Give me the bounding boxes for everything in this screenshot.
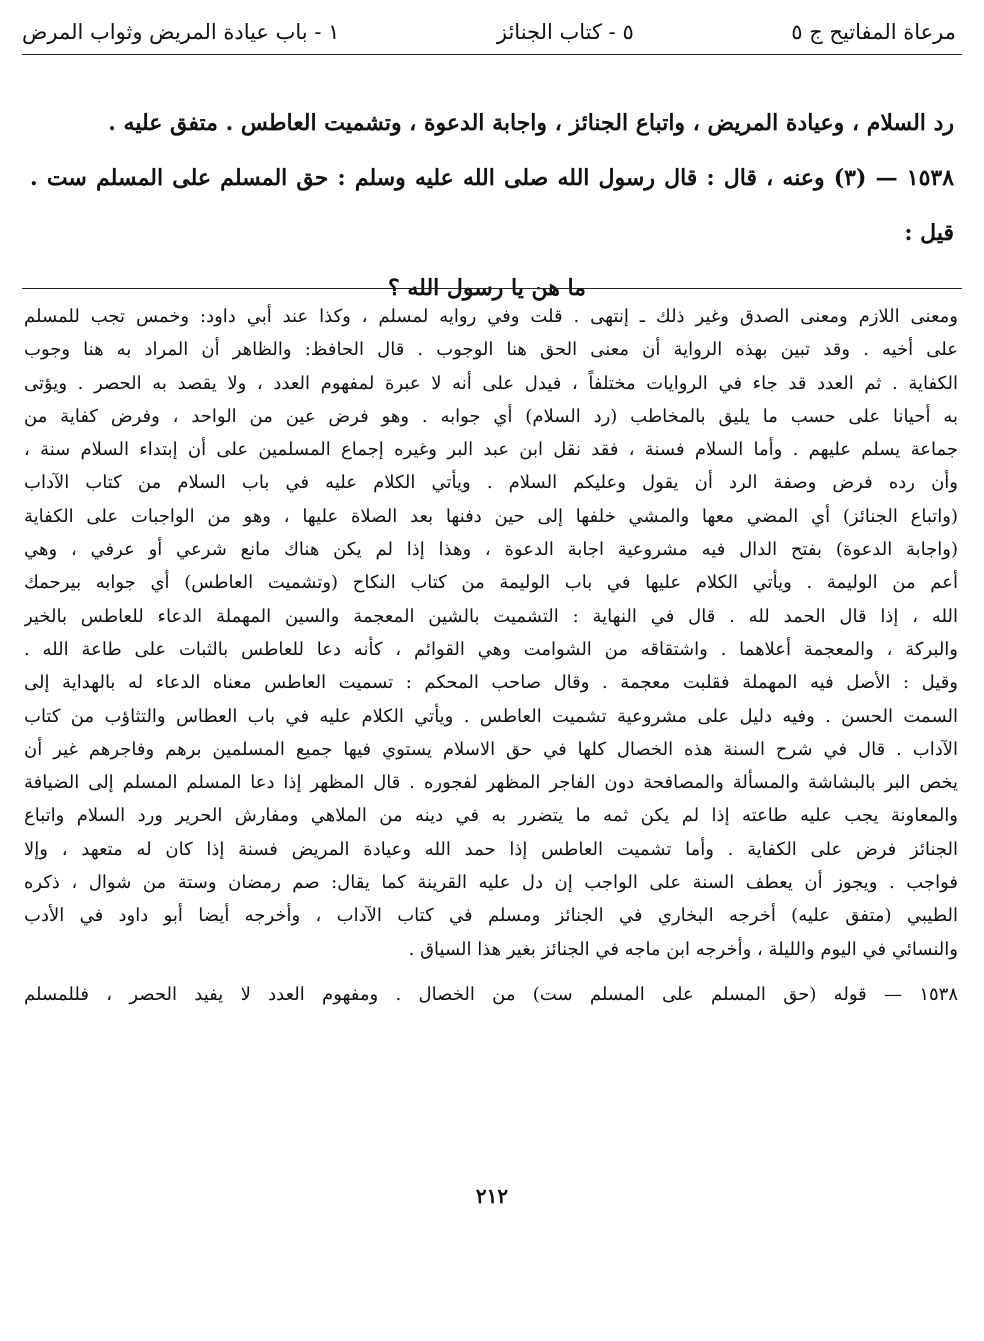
- commentary-line: الآداب . قال في شرح السنة هذه الخصال كلها في حق الاسلام يستوي فيها جميع المسلمين برهم وفاجرهم غير أن: [24, 738, 958, 760]
- commentary-line: أعم من الوليمة . ويأتي الكلام عليها في باب الوليمة من كتاب النكاح (وتشميت العاطس) أي جوابه بيرحمك: [24, 572, 958, 594]
- commentary-line: (واجابة الدعوة) بفتح الدال فيه مشروعية اجابة الدعوة ، وهذا إذا لم يكن هناك مانع شرعي أو عرفي ، وهي: [24, 539, 958, 561]
- commentary-line: فواجب . ويجوز أن يعطف السنة على الواجب إن دل عليه القرينة كما يقال: صم رمضان وستة من شوال ، ذكره: [24, 872, 958, 894]
- commentary-line: والمعاونة يجب عليه طاعته إذا لم يكن ثمه ما يتضرر به في دينه من الملاهي ومفارش الحرير ورد السلام واتباع: [24, 805, 958, 827]
- hadith-line-3: ما هن يا رسول الله ؟: [388, 275, 586, 301]
- book-title: مرعاة المفاتيح ج ٥: [791, 20, 956, 44]
- commentary-text: [24, 300, 958, 1012]
- paragraph-gap: [24, 966, 958, 978]
- commentary-line: وقيل : الأصل فيه المهملة فقلبت معجمة . وقال صاحب المحكم : تسميت العاطس معناه الدعاء له بالهداية إلى: [24, 672, 958, 694]
- commentary-line: وأن رده فرض وصفة الرد أن يقول وعليكم السلام . ويأتي الكلام عليه في باب السلام من كتاب الآداب: [24, 472, 958, 494]
- hadith-text: [30, 96, 954, 316]
- section-divider: [22, 288, 962, 289]
- commentary-line: ومعنى اللازم ومعنى الصدق وغير ذلك ـ إنتهى . قلت وفي روايه لمسلم ، وكذا عند أبي داود: وخمس تجب للمسلم: [24, 306, 958, 327]
- section-title: ١ - باب عيادة المريض وثواب المرض: [22, 20, 340, 44]
- footnote-line: ١٥٣٨ — قوله (حق المسلم على المسلم ست) من الخصال . ومفهوم العدد لا يفيد الحصر ، فللمسلم: [24, 983, 958, 1005]
- commentary-line: والبركة ، والمعجمة أعلاهما . واشتقاقه من الشوامت وهي القوائم ، كأنه دعا للعاطس بالثبات على طاعة الله .: [24, 638, 958, 660]
- running-header: [22, 14, 956, 50]
- commentary-line: السمت الحسن . وفيه دليل على مشروعية تشميت العاطس . ويأتي الكلام عليه في باب العطاس والتثاؤب من كتاب: [24, 705, 958, 727]
- commentary-line: الطيبي (متفق عليه) أخرجه البخاري في الجنائز ومسلم في كتاب الآداب ، وأخرجه أيضا أبو داود في الأدب: [24, 905, 958, 927]
- page-number: ٢١٢: [475, 1184, 509, 1208]
- commentary-line: على أخيه . وقد تبين بهذه الرواية أن معنى الحق هنا الوجوب . قال الحافظ: والظاهر أن المراد به هنا وجوب: [24, 339, 958, 361]
- header-divider: [22, 54, 962, 55]
- chapter-title: ٥ - كتاب الجنائز: [496, 20, 634, 44]
- hadith-line-2: ١٥٣٨ — (٣) وعنه ، قال : قال رسول الله صلى الله عليه وسلم : حق المسلم على المسلم ست . قيل :: [30, 165, 955, 246]
- commentary-line: والنسائي في اليوم والليلة ، وأخرجه ابن ماجه في الجنائز بغير هذا السياق .: [408, 938, 958, 960]
- commentary-line: الكفاية . ثم العدد قد جاء في الروايات مختلفاً ، فيدل على أنه لا عبرة لمفهوم العدد ، ولا يقصد به الحصر . ويؤتى: [24, 372, 958, 394]
- commentary-line: جماعة يسلم عليهم . وأما السلام فسنة ، فقد نقل ابن عبد البر وغيره إجماع المسلمين على أن إبتداء السلام سنة ،: [24, 439, 958, 461]
- commentary-line: به أحيانا على حسب ما يليق بالمخاطب (رد السلام) أي جوابه . وهو فرض عين من الواحد ، وفرض كفاية من: [24, 405, 958, 427]
- commentary-line: يخص البر بالبشاشة والمسألة والمصافحة دون الفاجر المظهر لفجوره . قال المظهر إذا دعا المسلم المسلم إلى الضيافة: [24, 772, 958, 794]
- hadith-line-1: رد السلام ، وعيادة المريض ، واتباع الجنائز ، واجابة الدعوة ، وتشميت العاطس . متفق عليه .: [108, 110, 954, 136]
- commentary-line: (واتباع الجنائز) أي المضي معها والمشي خلفها إلى حين دفنها بعد الصلاة عليها ، وهو من الواجبات على الكفاية: [24, 505, 958, 527]
- commentary-line: الله ، إذا قال الحمد لله . قال في النهاية : التشميت بالشين المعجمة والسين المهملة الدعاء للعاطس بالخير: [24, 605, 958, 627]
- commentary-line: الجنائز فرض على الكفاية . وأما تشميت العاطس إذا حمد الله وعيادة المريض فسنة إذا كان له متعهد ، وإلا: [24, 838, 958, 860]
